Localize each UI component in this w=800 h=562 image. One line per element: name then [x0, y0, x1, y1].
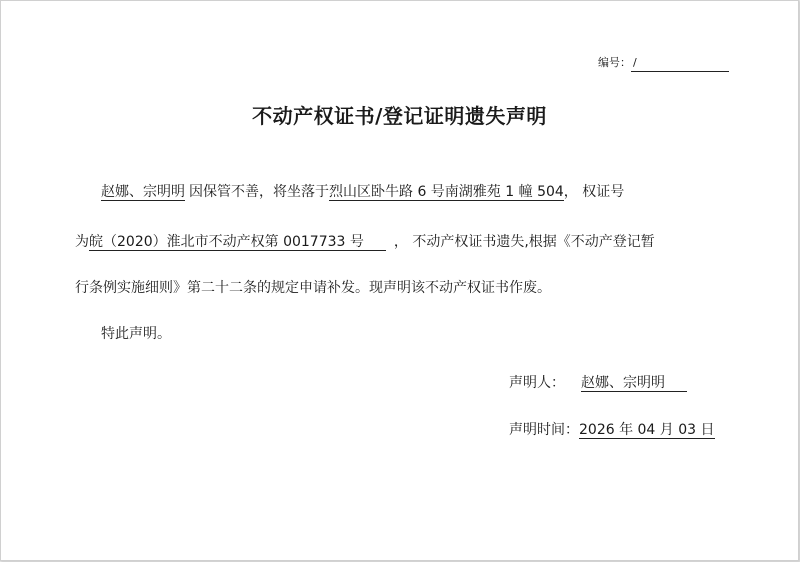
- date-label: 声明时间：: [509, 422, 579, 438]
- date-value: 2026 年 04 月 03 日: [579, 422, 715, 438]
- certificate-number: 皖（2020）淮北市不动产权第 0017733 号: [89, 234, 386, 251]
- date-line: [509, 419, 715, 441]
- owner-names: 赵娜、宗明明: [101, 184, 185, 200]
- closing-statement: 特此声明。: [101, 326, 171, 342]
- serial-number: [598, 55, 729, 72]
- declarant-value: 赵娜、宗明明: [581, 375, 687, 392]
- text-d: ， 不动产权证书遗失,根据《不动产登记暂: [393, 234, 655, 250]
- declarant-line: [509, 372, 687, 394]
- paragraph-line-1: [101, 181, 624, 203]
- property-address: 烈山区卧牛路 6 号南湖雅苑 1 幢 504: [329, 184, 564, 200]
- text-c: 为: [75, 234, 89, 250]
- paragraph-line-2: [75, 231, 655, 253]
- serial-label: 编号：: [598, 56, 631, 69]
- serial-value: /: [631, 55, 729, 72]
- text-a: 因保管不善，将坐落于: [189, 184, 329, 200]
- text-b: ， 权证号: [563, 184, 625, 200]
- paragraph-line-3: 行条例实施细则》第二十二条的规定申请补发。现声明该不动产权证书作废。: [75, 280, 551, 296]
- declarant-label: 声明人：: [509, 375, 565, 391]
- document-title: 不动产权证书/登记证明遗失声明: [252, 104, 547, 128]
